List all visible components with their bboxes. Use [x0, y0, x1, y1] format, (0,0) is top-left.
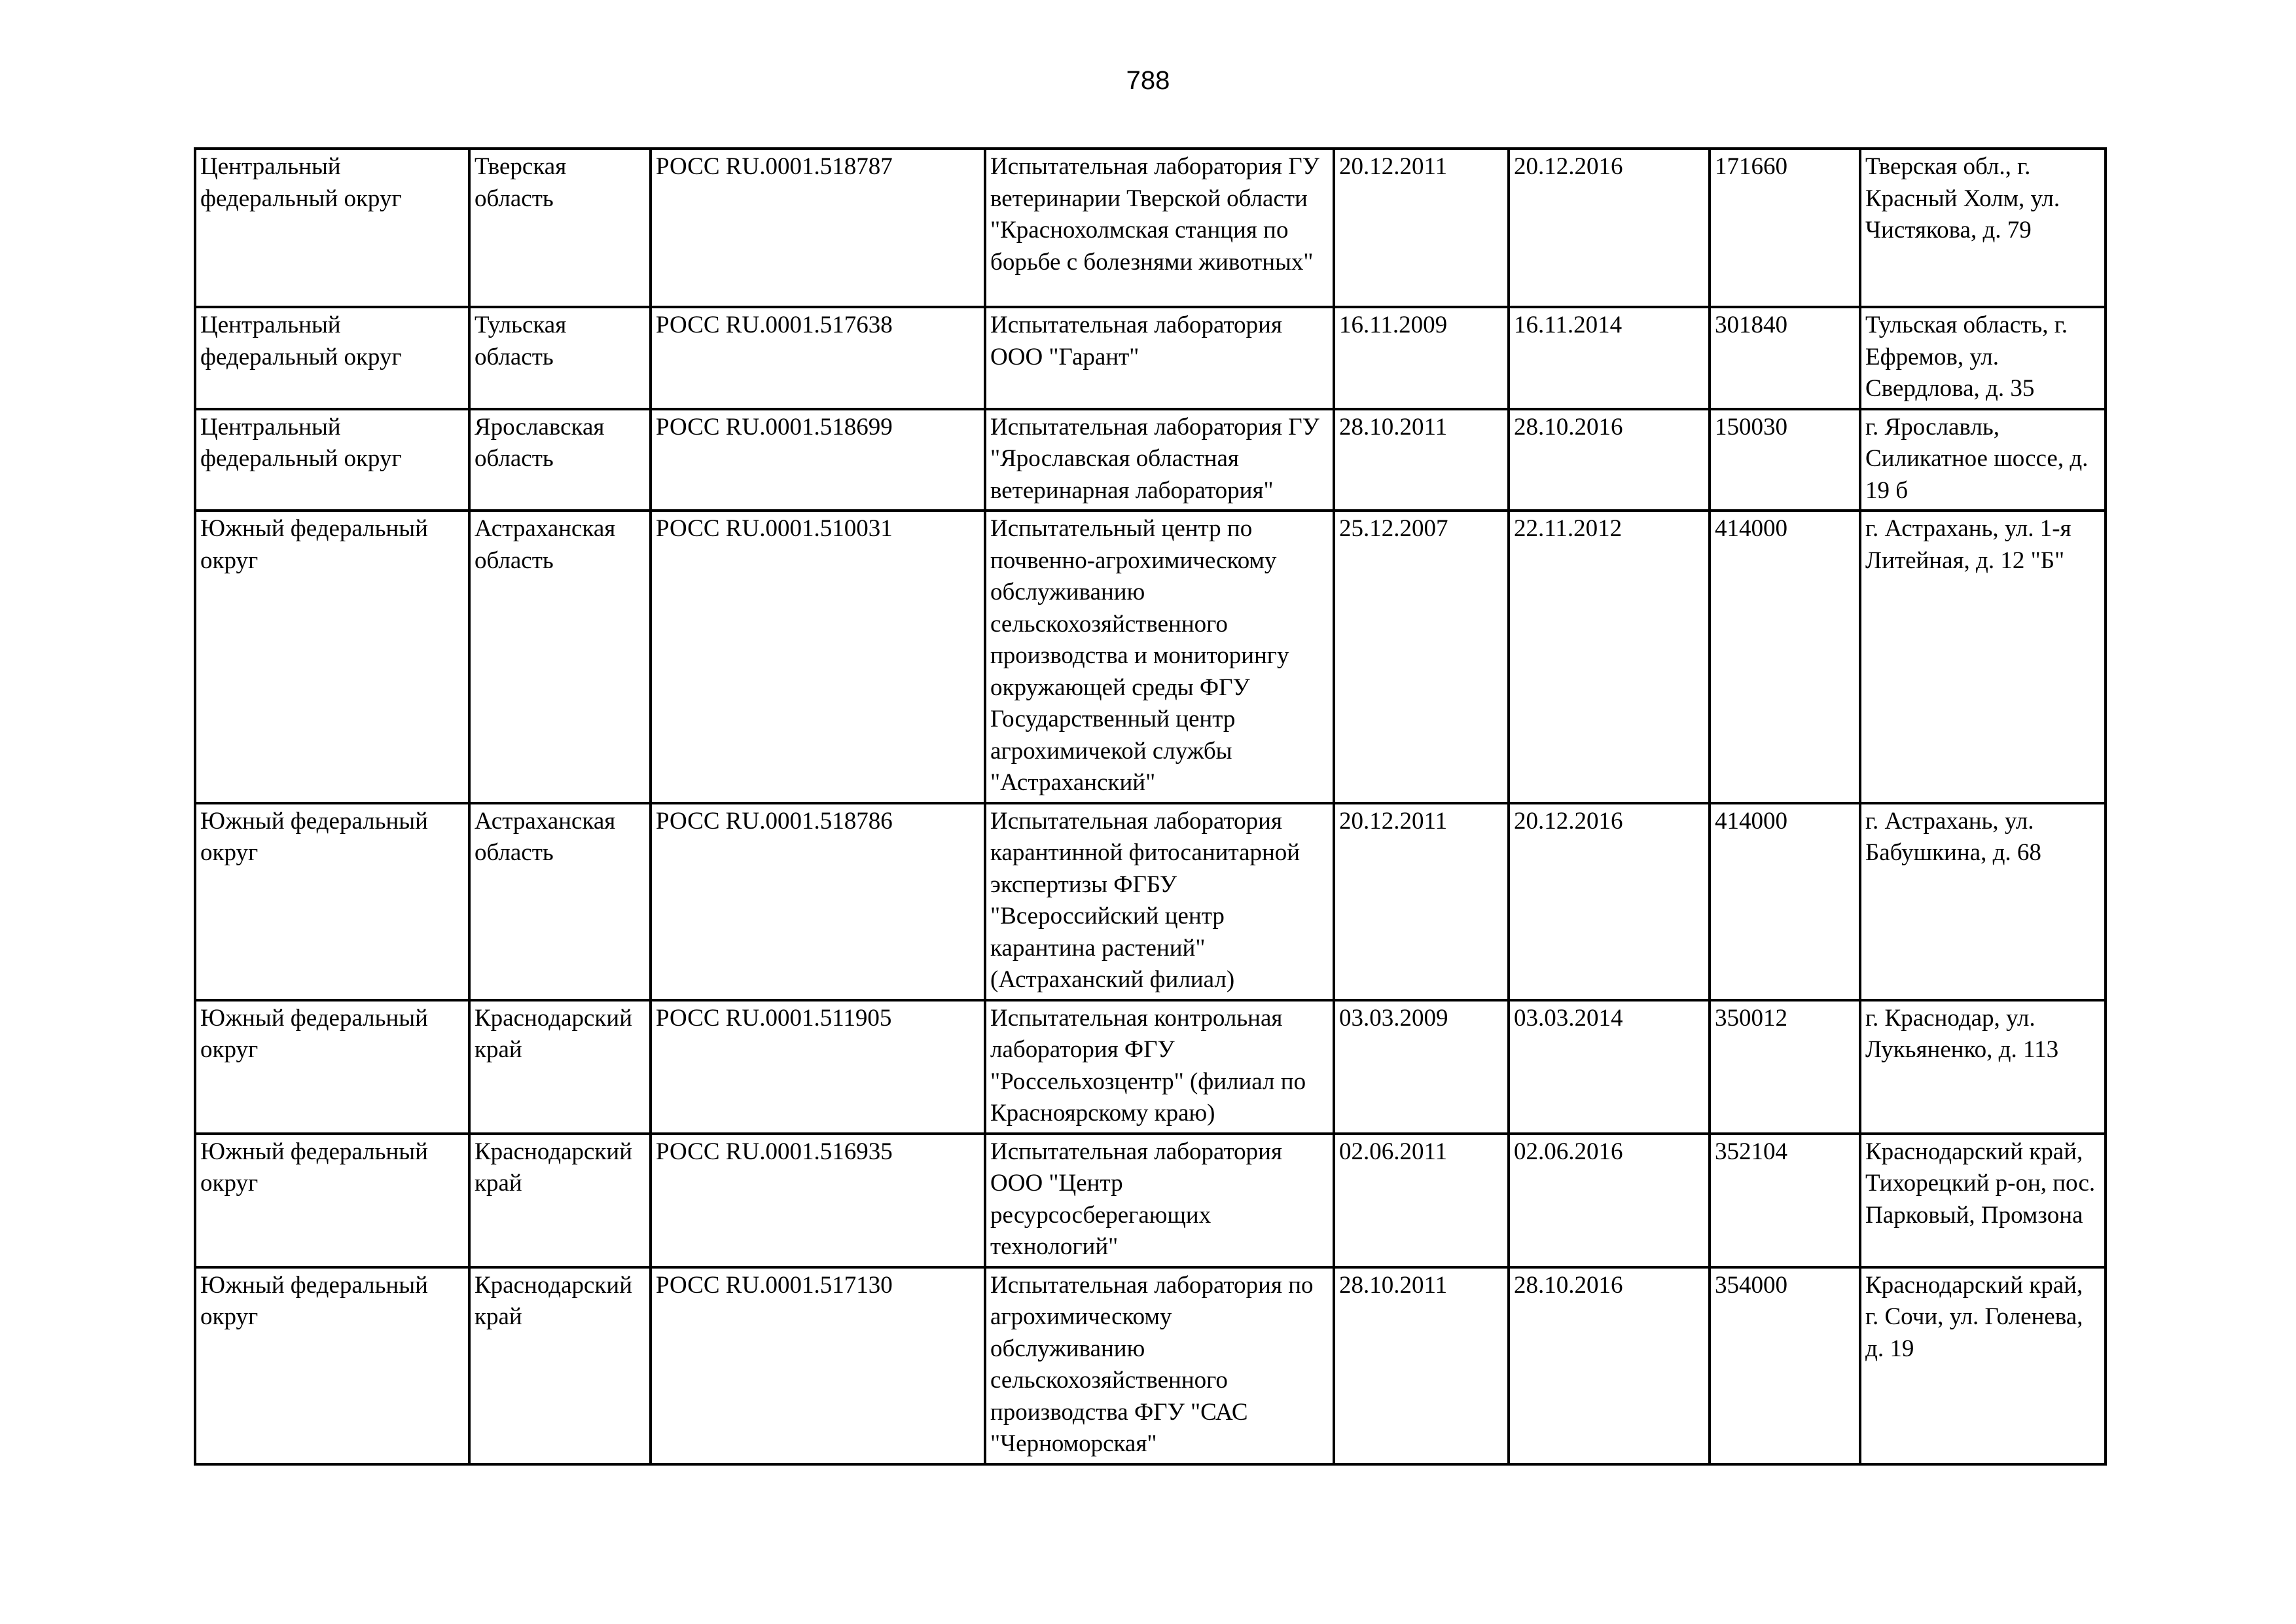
cell-certificate: РОСС RU.0001.517638 — [651, 307, 985, 409]
cell-certificate: РОСС RU.0001.511905 — [651, 1000, 985, 1134]
cell-region: Краснодарский край — [469, 1134, 651, 1267]
cell-address: г. Астрахань, ул. Бабушкина, д. 68 — [1860, 803, 2106, 1000]
page-number: 788 — [1126, 66, 1170, 95]
cell-region: Астраханская область — [469, 511, 651, 803]
cell-expiry-date: 20.12.2016 — [1509, 149, 1710, 307]
cell-expiry-date: 28.10.2016 — [1509, 1267, 1710, 1464]
cell-issued-date: 20.12.2011 — [1334, 149, 1509, 307]
cell-postal-index: 414000 — [1710, 803, 1860, 1000]
cell-certificate: РОСС RU.0001.518786 — [651, 803, 985, 1000]
cell-certificate: РОСС RU.0001.517130 — [651, 1267, 985, 1464]
cell-expiry-date: 03.03.2014 — [1509, 1000, 1710, 1134]
table-row — [195, 1000, 2106, 1134]
cell-laboratory: Испытательная лаборатория ГУ ветеринарии Тверской области "Краснохолмская станция по борьбе с болезнями животных" — [985, 149, 1334, 307]
cell-laboratory: Испытательная лаборатория ООО "Центр ресурсосберегающих технологий" — [985, 1134, 1334, 1267]
table-row — [195, 511, 2106, 803]
cell-address: Краснодарский край, Тихорецкий р-он, пос. Парковый, Промзона — [1860, 1134, 2106, 1267]
cell-postal-index: 150030 — [1710, 409, 1860, 511]
cell-district: Центральный федеральный округ — [195, 307, 469, 409]
cell-district: Южный федеральный округ — [195, 1267, 469, 1464]
cell-address: Тверская обл., г. Красный Холм, ул. Чистякова, д. 79 — [1860, 149, 2106, 307]
cell-certificate: РОСС RU.0001.516935 — [651, 1134, 985, 1267]
cell-postal-index: 301840 — [1710, 307, 1860, 409]
cell-postal-index: 352104 — [1710, 1134, 1860, 1267]
cell-district: Центральный федеральный округ — [195, 149, 469, 307]
cell-postal-index: 171660 — [1710, 149, 1860, 307]
cell-expiry-date: 16.11.2014 — [1509, 307, 1710, 409]
cell-district: Южный федеральный округ — [195, 1000, 469, 1134]
cell-expiry-date: 20.12.2016 — [1509, 803, 1710, 1000]
cell-address: г. Астрахань, ул. 1-я Литейная, д. 12 "Б" — [1860, 511, 2106, 803]
table-row — [195, 149, 2106, 307]
cell-region: Тульская область — [469, 307, 651, 409]
table-row — [195, 803, 2106, 1000]
cell-postal-index: 414000 — [1710, 511, 1860, 803]
cell-laboratory: Испытательная лаборатория ГУ "Ярославская областная ветеринарная лаборатория" — [985, 409, 1334, 511]
cell-region: Тверская область — [469, 149, 651, 307]
cell-certificate: РОСС RU.0001.518699 — [651, 409, 985, 511]
cell-district: Южный федеральный округ — [195, 511, 469, 803]
table-row — [195, 307, 2106, 409]
cell-issued-date: 03.03.2009 — [1334, 1000, 1509, 1134]
cell-postal-index: 350012 — [1710, 1000, 1860, 1134]
cell-postal-index: 354000 — [1710, 1267, 1860, 1464]
cell-issued-date: 16.11.2009 — [1334, 307, 1509, 409]
cell-address: Тульская область, г. Ефремов, ул. Свердлова, д. 35 — [1860, 307, 2106, 409]
cell-laboratory: Испытательная лаборатория ООО "Гарант" — [985, 307, 1334, 409]
cell-certificate: РОСС RU.0001.510031 — [651, 511, 985, 803]
cell-expiry-date: 28.10.2016 — [1509, 409, 1710, 511]
cell-expiry-date: 22.11.2012 — [1509, 511, 1710, 803]
cell-expiry-date: 02.06.2016 — [1509, 1134, 1710, 1267]
cell-district: Центральный федеральный округ — [195, 409, 469, 511]
table-row — [195, 1134, 2106, 1267]
cell-certificate: РОСС RU.0001.518787 — [651, 149, 985, 307]
laboratory-registry-table — [194, 147, 2107, 1466]
cell-issued-date: 28.10.2011 — [1334, 409, 1509, 511]
cell-issued-date: 20.12.2011 — [1334, 803, 1509, 1000]
table-row — [195, 409, 2106, 511]
cell-region: Ярославская область — [469, 409, 651, 511]
cell-address: г. Ярославль, Силикатное шоссе, д. 19 б — [1860, 409, 2106, 511]
cell-district: Южный федеральный округ — [195, 803, 469, 1000]
cell-laboratory: Испытательная лаборатория по агрохимическому обслуживанию сельскохозяйственного производства ФГУ "САС "Черноморская" — [985, 1267, 1334, 1464]
cell-address: Краснодарский край, г. Сочи, ул. Голенева, д. 19 — [1860, 1267, 2106, 1464]
cell-district: Южный федеральный округ — [195, 1134, 469, 1267]
cell-laboratory: Испытательный центр по почвенно-агрохимическому обслуживанию сельскохозяйственного производства и мониторингу окружающей среды ФГУ Государственный центр агрохимичекой службы "Астраханский" — [985, 511, 1334, 803]
cell-laboratory: Испытательная контрольная лаборатория ФГУ "Россельхозцентр" (филиал по Красноярскому краю) — [985, 1000, 1334, 1134]
cell-region: Краснодарский край — [469, 1000, 651, 1134]
cell-laboratory: Испытательная лаборатория карантинной фитосанитарной экспертизы ФГБУ "Всероссийский центр карантина растений" (Астраханский филиал) — [985, 803, 1334, 1000]
cell-issued-date: 02.06.2011 — [1334, 1134, 1509, 1267]
cell-issued-date: 25.12.2007 — [1334, 511, 1509, 803]
cell-region: Астраханская область — [469, 803, 651, 1000]
cell-address: г. Краснодар, ул. Лукьяненко, д. 113 — [1860, 1000, 2106, 1134]
cell-issued-date: 28.10.2011 — [1334, 1267, 1509, 1464]
cell-region: Краснодарский край — [469, 1267, 651, 1464]
table-row — [195, 1267, 2106, 1464]
